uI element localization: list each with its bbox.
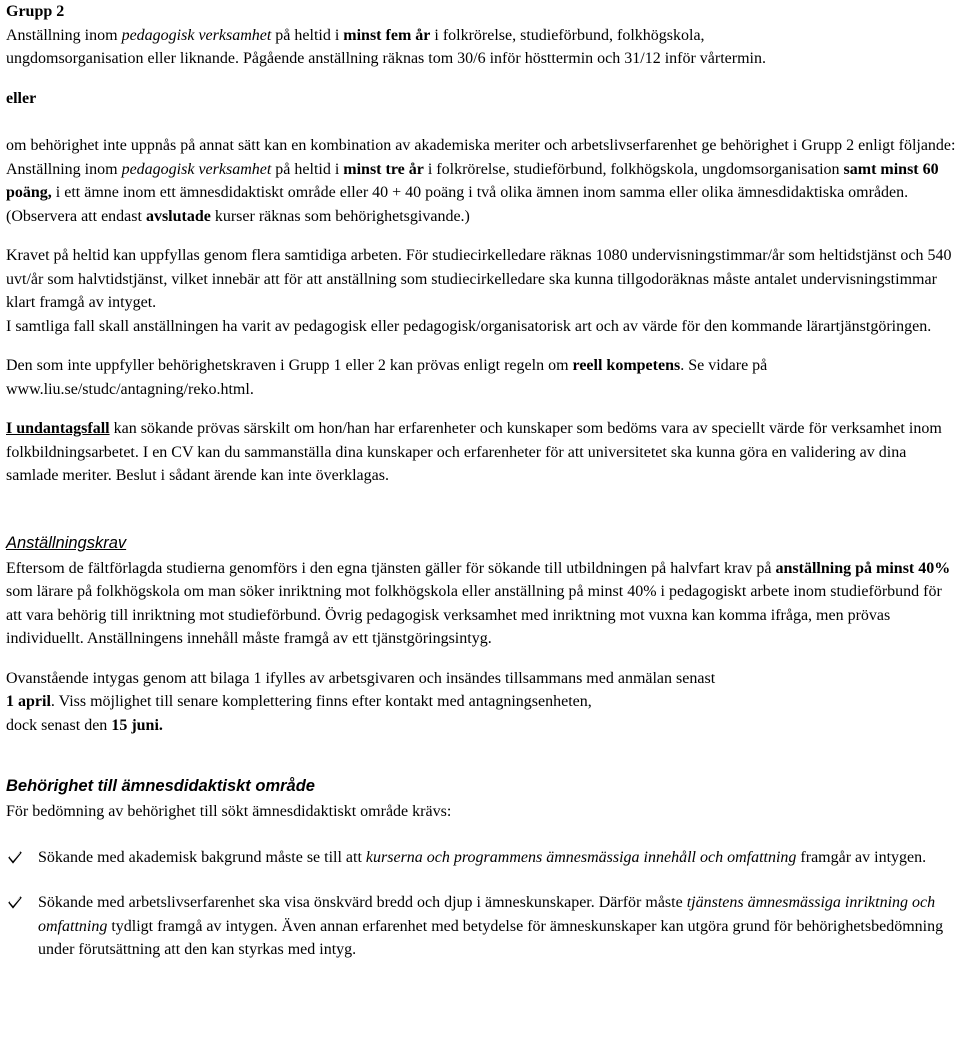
anstallningskrav-paragraph-1 — [6, 557, 958, 651]
text-run: framgår av intygen. — [796, 848, 927, 866]
text-run: i folkrörelse, studieförbund, folkhögskola, — [430, 26, 705, 44]
text-run: kan sökande prövas särskilt om hon/han har erfarenheter och kunskaper som bedöms vara av speciellt värde för verksamhet inom folkbildningsarbetet. I en CV kan du sammanställa dina kunskaper och erfarenheter för att universitetet ska kunna göra en validering av dina samlade meriter. Beslut i sådant ärende kan inte överklagas. — [6, 420, 942, 484]
text-run: avslutade — [145, 207, 211, 225]
text-run: i folkrörelse, studieförbund, folkhögskola, ungdomsorganisation — [423, 160, 844, 178]
text-run: reell kompetens — [572, 357, 681, 374]
text-run: på heltid i — [271, 26, 344, 44]
text-run: minst fem år — [343, 26, 431, 44]
anstallningskrav-paragraph-2 — [6, 667, 958, 738]
text-run: Sökande med akademisk bakgrund måste se till att — [38, 848, 366, 866]
text-run: tydligt framgå av intygen. Även annan erfarenhet med betydelse för ämneskunskaper kan utgöra grund för behörighetsbedömning under förutsättning att den kan styrkas med intyg. — [38, 917, 944, 958]
grupp2-title: Grupp 2 — [6, 3, 65, 20]
text-run: i ett ämne inom ett ämnesdidaktiskt område eller 40 + 40 poäng i två olika ämnen inom samma eller olika ämnesdidaktiska områden. (Observera att endast — [6, 184, 909, 225]
text-run: om behörighet inte uppnås på annat sätt kan en kombination av akademiska meriter och arbetslivserfarenhet ge behörighet i Grupp 2 enligt följande: Anställning inom — [6, 137, 956, 178]
anstallningskrav-heading: Anställningskrav — [6, 533, 127, 552]
text-run: . Se vidare på www.liu.se/studc/antagning/reko.html. — [6, 357, 768, 398]
grupp2-paragraph-5 — [6, 354, 958, 401]
text-run: dock senast den — [6, 716, 112, 734]
grupp2-paragraph-2 — [6, 134, 958, 228]
grupp2-paragraph-6 — [6, 417, 958, 488]
text-run: 15 juni. — [111, 716, 163, 734]
list-item — [6, 846, 958, 870]
grupp2-paragraph-1 — [6, 24, 958, 71]
text-run: samt minst 60 poäng, — [6, 160, 939, 201]
behorighet-intro: För bedömning av behörighet till sökt ämnesdidaktiskt område krävs: — [6, 803, 452, 820]
text-run: tjänstens ämnesmässiga inriktning och omfattning — [38, 894, 936, 935]
text-run: ungdomsorganisation eller liknande. Pågående anställning räknas tom 30/6 inför hösttermin och 31/12 inför vårtermin. — [6, 50, 766, 67]
text-run: 1 april — [6, 693, 51, 710]
list-item — [6, 891, 958, 962]
text-run: . Viss möjlighet till senare komplettering finns efter kontakt med antagningsenheten, — [50, 693, 592, 710]
text-run: kurser räknas som behörighetsgivande.) — [210, 207, 470, 225]
grupp2-paragraph-3: Kravet på heltid kan uppfyllas genom flera samtidiga arbeten. För studiecirkelledare räknas 1080 undervisningstimmar/år som heltidstjänst och 540 uvt/år som halvtidstjänst, vilket innebär att för att anställning som studiecirkelledare ska kunna tillgodoräknas måste antalet undervisningstimmar klart framgå av intyget. — [6, 247, 952, 311]
text-run: pedagogisk verksamhet — [121, 26, 272, 44]
text-run: minst tre år — [343, 160, 424, 178]
text-run: I undantagsfall — [6, 420, 110, 437]
document-page — [6, 0, 958, 962]
eller-label: eller — [6, 89, 37, 107]
text-run: Ovanstående intygas genom att bilaga 1 ifylles av arbetsgivaren och insändes tillsammans med anmälan senast — [6, 669, 716, 687]
text-run: som lärare på folkhögskola om man söker inriktning mot folkhögskola eller anställning på minst 40% i pedagogiskt arbete inom studieförbund för att vara behörig till inriktning mot studieförbund. Övrig pedagogisk verksamhet med inriktning mot vuxna kan komma ifråga, men prövas individuellt. Anställningens innehåll måste framgå av ett tjänstgöringsintyg. — [6, 583, 942, 647]
grupp2-paragraph-4: I samtliga fall skall anställningen ha varit av pedagogisk eller pedagogisk/organisatorisk art och av värde för den kommande lärartjänstgöringen. — [6, 317, 932, 335]
text-run: Sökande med arbetslivserfarenhet ska visa önskvärd bredd och djup i ämneskunskaper. Därför måste — [38, 894, 687, 911]
text-run: Eftersom de fältförlagda studierna genomförs i den egna tjänsten gäller för sökande till utbildningen på halvfart krav på — [6, 559, 776, 577]
checkmark-bullet-icon — [8, 895, 22, 909]
behorighet-heading: Behörighet till ämnesdidaktiskt område — [6, 777, 315, 795]
checkmark-bullet-icon — [8, 850, 22, 864]
text-run: pedagogisk verksamhet — [121, 160, 272, 178]
text-run: kurserna och programmens ämnesmässiga innehåll och omfattning — [365, 848, 797, 866]
text-run: Den som inte uppfyller behörighetskraven i Grupp 1 eller 2 kan prövas enligt regeln om — [6, 357, 573, 374]
text-run: på heltid i — [271, 160, 344, 178]
text-run: anställning på minst 40% — [775, 559, 951, 577]
text-run: Anställning inom — [6, 26, 122, 44]
